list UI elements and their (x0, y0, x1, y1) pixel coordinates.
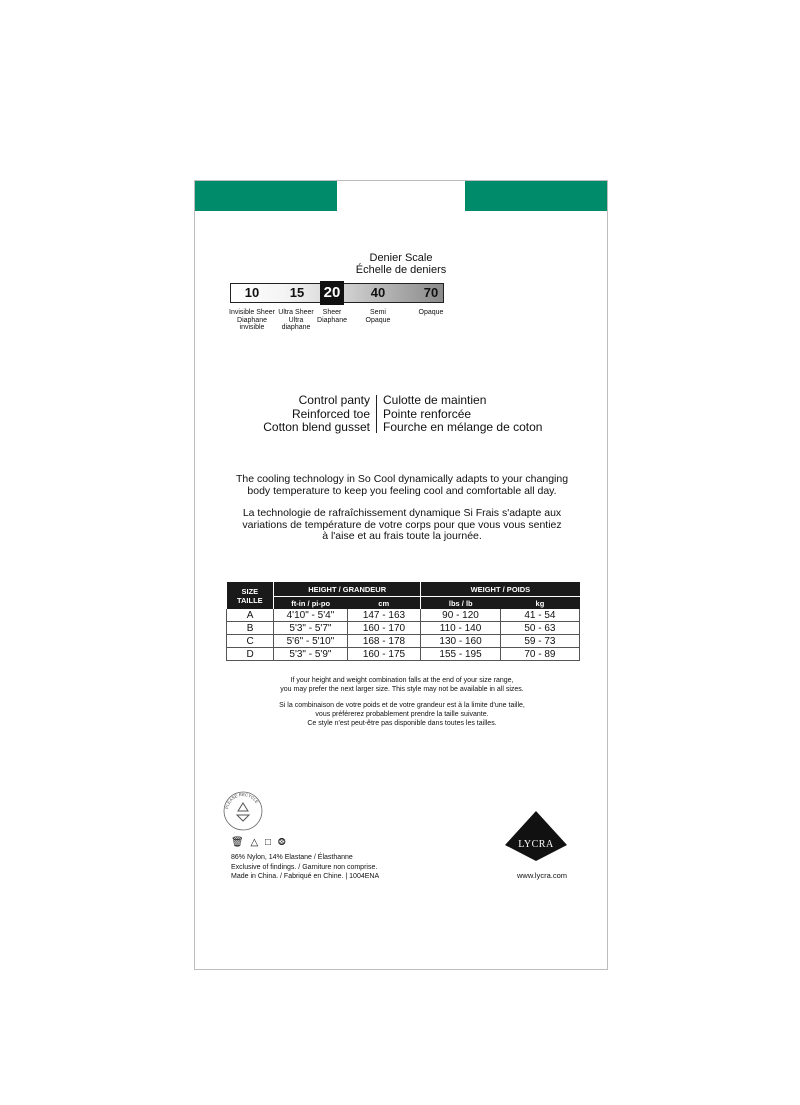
denier-label-20: Sheer Diaphane (317, 309, 347, 324)
svg-text:PLEASE RECYCLE: PLEASE RECYCLE (224, 791, 260, 810)
size-chart (226, 582, 580, 661)
features-en: Control panty Reinforced toe Cotton blend gusset (263, 393, 370, 434)
denier-15: 15 (289, 285, 305, 300)
denier-label-15: Ultra Sheer Ultra diaphane (278, 309, 314, 331)
denier-40: 40 (370, 285, 386, 300)
svg-text:LYCRA: LYCRA (518, 839, 554, 850)
subheader-cm: cm (347, 597, 421, 610)
description-fr: La technologie de rafraîchissement dynamique Si Frais s'adapte aux variations de température de votre corps pour que vous vous sentiez à l'aise et au frais toute la journée. (242, 507, 562, 542)
denier-label-10: Invisible Sheer Diaphane invisible (229, 309, 275, 331)
size-header: SIZE TAILLE (227, 582, 274, 609)
weight-header: WEIGHT / POIDS (421, 582, 580, 597)
subheader-ftin: ft-in / pi-po (274, 597, 348, 610)
lycra-url: www.lycra.com (517, 871, 568, 880)
size-note-en: If your height and weight combination falls at the end of your size range, you may prefer the next larger size. This style may not be available in all sizes. (280, 677, 524, 693)
tumble-dry-icon: □ (264, 837, 274, 848)
size-note-fr: Si la combinaison de votre poids et de votre grandeur est à la limite d'une taille, vous préférerez probablement prendre la taille suivante. Ce style n'est peut-être pas disponible dans toutes les tailles. (279, 702, 525, 727)
denier-20-highlight: 20 (320, 281, 344, 305)
features-fr: Culotte de maintien Pointe renforcée Fourche en mélange de coton (383, 393, 543, 434)
subheader-lbs: lbs / lb (421, 597, 501, 610)
package-back-card (194, 180, 608, 970)
green-tab-left (195, 181, 337, 211)
denier-label-40: Semi Opaque (365, 309, 391, 324)
table-row: C 5'6" - 5'10" 168 - 178 130 - 160 59 - 73 (227, 635, 580, 648)
bleach-icon: △ (250, 837, 261, 848)
denier-70: 70 (423, 285, 439, 300)
care-icons (231, 837, 288, 848)
denier-scale-bar (230, 283, 444, 303)
recycle-icon (223, 791, 263, 831)
iron-icon: ⨷ (277, 837, 288, 848)
green-tab-right (465, 181, 607, 211)
denier-10: 10 (244, 285, 260, 300)
denier-label-70: Opaque (418, 309, 444, 316)
feature-divider (376, 395, 377, 433)
table-row: D 5'3" - 5'9" 160 - 175 155 - 195 70 - 89 (227, 648, 580, 661)
subheader-kg: kg (500, 597, 579, 610)
description-en: The cooling technology in So Cool dynamically adapts to your changing body temperature to keep you feeling cool and comfortable all day. (235, 473, 569, 497)
lycra-logo (503, 809, 569, 863)
denier-scale-title: Denier Scale Échelle de deniers (355, 252, 447, 276)
height-header: HEIGHT / GRANDEUR (274, 582, 421, 597)
fiber-content: 86% Nylon, 14% Elastane / Élasthanne Exclusive of findings. / Garniture non comprise. Made in China. / Fabriqué en Chine. | 1004ENA (231, 854, 380, 880)
table-row: A 4'10" - 5'4" 147 - 163 90 - 120 41 - 54 (227, 609, 580, 622)
table-row: B 5'3" - 5'7" 160 - 170 110 - 140 50 - 63 (227, 622, 580, 635)
wash-icon: 🗑 (231, 837, 246, 848)
